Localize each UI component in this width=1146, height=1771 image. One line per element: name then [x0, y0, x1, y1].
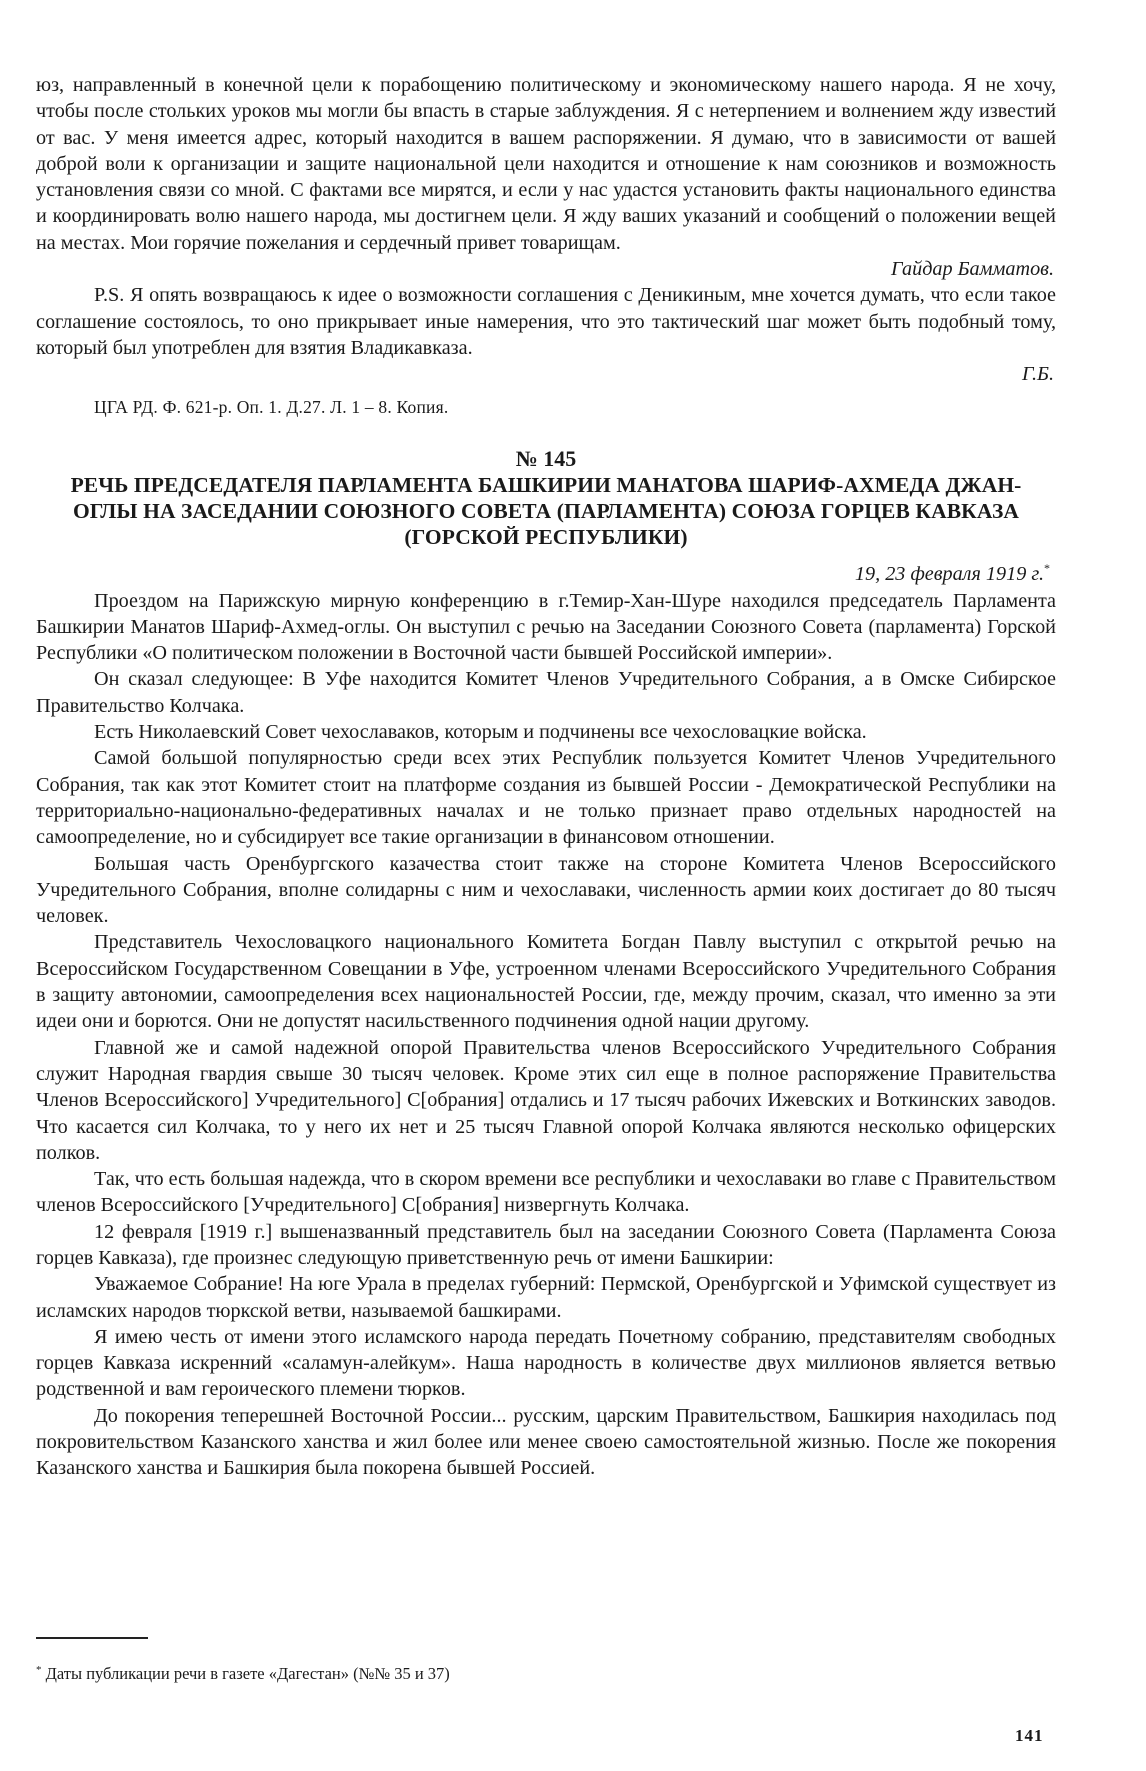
footnote-reference-mark: * [1044, 560, 1050, 575]
footnote-mark: * [36, 1664, 42, 1676]
archive-reference: ЦГА РД. Ф. 621-р. Оп. 1. Д.27. Л. 1 – 8. Копия. [94, 396, 449, 417]
body-paragraph: 12 февраля [1919 г.] вышеназванный представитель был на заседании Союзного Совета (Парламента Союза горцев Кавказа), где произнес следующую приветственную речь от имени Башкирии: [36, 1220, 1056, 1269]
body-paragraph: Я имею честь от имени этого исламского народа передать Почетному собранию, представителям свободных горцев Кавказа искренний «саламун-алейкум». Наша народность в количестве двух миллионов является ветвью родственной и вам героического племени тюрков. [36, 1325, 1056, 1401]
document-title: РЕЧЬ ПРЕДСЕДАТЕЛЯ ПАРЛАМЕНТА БАШКИРИИ МАНАТОВА ШАРИФ-АХМЕДА ДЖАН-ОГЛЫ НА ЗАСЕДАНИИ СОЮЗНОГО СОВЕТА (ПАРЛАМЕНТА) СОЮЗА ГОРЦЕВ КАВКАЗА (ГОРСКОЙ РЕСПУБЛИКИ) [70, 472, 1022, 549]
continuation-paragraph: юз, направленный в конечной цели к порабощению политическому и экономическому нашего народа. Я не хочу, чтобы после стольких уроков мы могли бы впасть в старые заблуждения. Я с нетерпением и волнением жду известий от вас. У меня имеется адрес, который находится в вашем распоряжении. Я думаю, что в зависимости от вашей доброй воли к организации и защите национальной цели находится и отношение к нам союзников и возможность установления связи со мной. С фактами все мирятся, и если у нас удастся установить факты национального единства и координировать волю нашего народа, мы достигнем цели. Я жду ваших указаний и сообщений о положении вещей на местах. Мои горячие пожелания и сердечный привет товарищам. [36, 74, 1056, 254]
body-paragraph: Представитель Чехословацкого национального Комитета Богдан Павлу выступил с открытой речью на Всероссийском Государственном Совещании в Уфе, устроенном членами Всероссийского Учредительного Собрания в защиту автономии, самоопределения всех национальностей России, где, между прочим, сказал, что именно за эти идеи они и борются. Они не допустят насильственного подчинения одной нации другому. [36, 931, 1056, 1033]
page-number: 141 [1015, 1726, 1044, 1745]
body-paragraph: Есть Николаевский Совет чехославаков, которым и подчинены все чехословацкие войска. [94, 721, 867, 744]
body-paragraph: Главной же и самой надежной опорой Правительства членов Всероссийского Учредительного Собрания служит Народная гвардия свыше 30 тысяч человек. Кроме этих сил еще в полное распоряжение Правительства Членов Всероссийского] Учредительного] С[обрания] отдались и 17 тысяч рабочих Ижевских и Воткинских заводов. Что касается сил Колчака, то у него их нет и 25 тысяч Главной опорой Колчака являются несколько офицерских полков. [36, 1036, 1056, 1164]
body-paragraph: Самой большой популярностью среди всех этих Республик пользуется Комитет Членов Учредительного Собрания, так как этот Комитет стоит на платформе создания из бывшей России - Демократической Республики на территориально-национально-федеративных началах и не только признает право отдельных народностей на самоопределение, но и субсидирует все такие организации в финансовом отношении. [36, 747, 1056, 849]
body-paragraph: Проездом на Парижскую мирную конференцию в г.Темир-Хан-Шуре находился председатель Парламента Башкирии Манатов Шариф-Ахмед-оглы. Он выступил с речью на Заседании Союзного Совета (парламента) Горской Республики «О политическом положении в Восточной части бывшей Российской империи». [36, 589, 1056, 665]
document-number: № 145 [515, 445, 577, 471]
document-date-text: 19, 23 февраля 1919 г. [854, 562, 1044, 585]
postscript: P.S. Я опять возвращаюсь к идее о возможности соглашения с Деникиным, мне хочется думать, что если такое соглашение состоялось, то оно прикрывает иные намерения, что это тактический шаг может быть подобный тому, который был употреблен для взятия Владикавказа. [36, 284, 1056, 359]
page-content [36, 72, 1056, 1482]
body-paragraph: Так, что есть большая надежда, что в скором времени все республики и чехославаки во главе с Правительством членов Всероссийского [Учредительного] С[обрания] низвергнуть Колчака. [36, 1168, 1056, 1217]
document-date [36, 554, 1050, 588]
footnote [36, 1659, 450, 1685]
postscript-initials: Г.Б. [1022, 363, 1054, 386]
body-paragraph: До покорения теперешней Восточной России... русским, царским Правительством, Башкирия находилась под покровительством Казанского ханства и жил более или менее своею самостоятельной жизнью. После же покорения Казанского ханства и Башкирия была покорена бывшей Россией. [36, 1404, 1056, 1480]
body-paragraph: Он сказал следующее: В Уфе находится Комитет Членов Учредительного Собрания, а в Омске Сибирское Правительство Колчака. [36, 668, 1056, 717]
footnote-divider [36, 1637, 148, 1639]
signature: Гайдар Бамматов. [891, 258, 1054, 281]
footnote-text: Даты публикации речи в газете «Дагестан» (№№ 35 и 37) [45, 1664, 450, 1683]
body-paragraph: Уважаемое Собрание! На юге Урала в пределах губерний: Пермской, Оренбургской и Уфимской существует из исламских народов тюркской ветви, называемой башкирами. [36, 1273, 1056, 1322]
body-paragraph: Большая часть Оренбургского казачества стоит также на стороне Комитета Членов Всероссийского Учредительного Собрания, вполне солидарны с ним и чехославаки, численность армии коих достигает до 80 тысяч человек. [36, 852, 1056, 928]
